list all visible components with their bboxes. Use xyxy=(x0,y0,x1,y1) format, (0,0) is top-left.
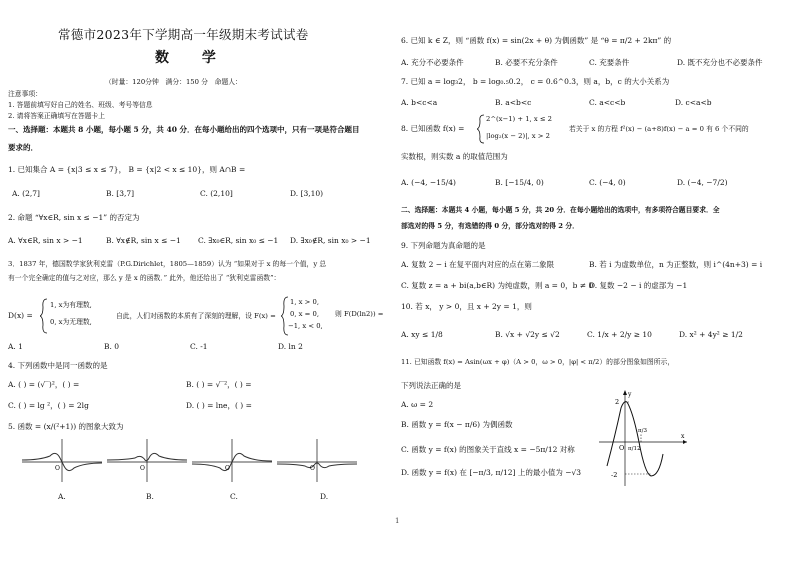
q10-stem: 10. 若 x， y > 0，且 x + 2y = 1，则 xyxy=(401,302,532,311)
q8-post: 若关于 x 的方程 f²(x) − (a+8)f(x) − a = 0 有 6 个不同的 xyxy=(569,125,749,133)
q2-option-b: B. ∀x∉R, sin x ≤ −1 xyxy=(106,236,181,245)
q5-option-c: C. xyxy=(230,492,238,501)
q1-option-c: C. (2,10] xyxy=(200,189,233,198)
q5-graph-b xyxy=(105,436,189,484)
q10-option-b: B. √x + √2y ≤ √2 xyxy=(495,330,560,339)
subject-title: 数 学 xyxy=(155,50,230,66)
q11-option-d: D. 函数 y = f(x) 在 [−π/3, π/12] 上的最小值为 −√3 xyxy=(401,468,582,477)
graph-label-ymax: 2 xyxy=(615,398,620,406)
q2-option-a: A. ∀x∈R, sin x > −1 xyxy=(8,236,83,245)
svg-text:O: O xyxy=(310,465,315,472)
note-item: 1. 答题前填写好自己的姓名、班级、考号等信息 xyxy=(8,101,153,109)
q3-tail: 则 F(D(ln2)) = xyxy=(335,310,384,318)
graph-label-xaxis: x xyxy=(681,433,685,440)
q5-graph-a xyxy=(20,436,104,484)
note-item: 2. 请将答案正确填写在答题卡上 xyxy=(8,112,106,120)
svg-text:O: O xyxy=(55,465,60,472)
q7-option-b: B. a<b<c xyxy=(495,98,532,107)
q9-option-c: C. 复数 z = a + bi(a,b∈R) 为纯虚数，则 a = 0，b ≠ 0 xyxy=(401,281,594,290)
q3-option-c: C. -1 xyxy=(190,342,208,351)
left-brace-icon xyxy=(477,114,485,144)
q4-option-d: D. ( ) = lne，( ) = xyxy=(186,401,252,410)
graph-label-x2: π/3 xyxy=(638,428,647,434)
q1-option-a: A. (2,7] xyxy=(12,189,40,198)
q7-option-d: D. c<a<b xyxy=(675,98,712,107)
q3-option-a: A. 1 xyxy=(8,342,23,351)
q8-case2: |log₂(x − 2)|, x > 2 xyxy=(486,132,550,140)
q6-option-d: D. 既不充分也不必要条件 xyxy=(677,58,763,67)
exam-title: 常德市2023年下学期高一年级期末考试试卷 xyxy=(58,27,309,42)
q1-stem: 1. 已知集合 A = {x|3 ≤ x ≤ 7}， B = {x|2 < x ≤ 10}，则 A∩B = xyxy=(8,165,246,174)
q7-stem: 7. 已知 a = log₃2， b = log₀.₅0.2， c = 0.6^0.3，则 a，b，c 的大小关系为 xyxy=(401,77,670,86)
q9-stem: 9. 下列命题为真命题的是 xyxy=(401,241,486,250)
exam-meta: （时量：120分钟 满分：150 分 命题人： xyxy=(105,78,242,86)
q3-mid-text: 自此，人们对函数的本质有了深刻的理解，设 F(x) = xyxy=(116,312,276,320)
q3-option-b: B. 0 xyxy=(104,342,120,351)
graph-label-x1: π/12 xyxy=(628,446,641,452)
notes-heading: 注意事项： xyxy=(8,90,42,98)
svg-text:O: O xyxy=(140,465,145,472)
q6-option-b: B. 必要不充分条件 xyxy=(495,58,558,67)
section1-heading: 一、选择题：本题共 8 小题，每小题 5 分，共 40 分．在每小题给出的四个选项中，只有一项是符合题目 xyxy=(8,125,360,134)
q8-option-a: A. (−4, −15/4) xyxy=(401,178,456,187)
q4-option-a: A. ( ) = (√‾)²，( ) = xyxy=(8,380,80,389)
q3-f-case1: 1, x > 0, xyxy=(290,298,319,306)
q6-option-c: C. 充要条件 xyxy=(589,58,630,67)
q4-stem: 4. 下列函数中是同一函数的是 xyxy=(8,361,108,370)
q7-option-c: C. a<c<b xyxy=(589,98,626,107)
q1-option-b: B. [3,7] xyxy=(106,189,135,198)
q11-option-b: B. 函数 y = f(x − π/6) 为偶函数 xyxy=(401,420,513,429)
q8-pre: 8. 已知函数 f(x) = xyxy=(401,124,465,133)
q3-dirichlet-label: D(x) = xyxy=(8,311,33,320)
q5-graph-c xyxy=(190,436,274,484)
q3-option-d: D. ln 2 xyxy=(278,342,303,351)
q5-option-a: A. xyxy=(58,492,66,501)
section2-heading-cont: 部选对的得 5 分，有选错的得 0 分，部分选对的得 2 分． xyxy=(401,222,579,230)
graph-label-yaxis: y xyxy=(628,391,632,398)
q11-stem: 11. 已知函数 f(x) = Asin(ωx + φ)（A > 0，ω > 0，|φ| < π/2）的部分图象如图所示， xyxy=(401,358,675,366)
section1-heading-cont: 要求的． xyxy=(8,143,38,152)
q8-option-d: D. (−4, −7/2) xyxy=(677,178,728,187)
q9-option-a: A. 复数 2 − i 在复平面内对应的点在第二象限 xyxy=(401,260,555,269)
q11-option-c: C. 函数 y = f(x) 的图象关于直线 x = −5π/12 对称 xyxy=(401,445,575,454)
q2-option-d: D. ∃x₀∉R, sin x₀ > −1 xyxy=(290,236,371,245)
q9-option-d: D. 复数 −2 − i 的虚部为 −1 xyxy=(589,281,688,290)
q2-stem: 2. 命题 “∀x∈R, sin x ≤ −1” 的否定为 xyxy=(8,213,140,222)
q2-option-c: C. ∃x₀∈R, sin x₀ ≤ −1 xyxy=(198,236,279,245)
q3-f-case2: 0, x = 0, xyxy=(290,310,319,318)
q8-line2: 实数根，则实数 a 的取值范围为 xyxy=(401,152,508,161)
q8-option-b: B. [−15/4, 0) xyxy=(495,178,544,187)
q5-option-b: B. xyxy=(146,492,154,501)
q3-dirichlet-case2: 0, x为无理数, xyxy=(50,318,92,326)
q10-option-c: C. 1/x + 2/y ≥ 10 xyxy=(587,330,652,339)
q6-option-a: A. 充分不必要条件 xyxy=(401,58,464,67)
q11-line2: 下列说法正确的是 xyxy=(401,381,461,390)
q11-sine-graph xyxy=(597,388,689,488)
q3-line2: 有一个完全确定的值与之对应，那么 y 是 x 的函数．” 此外，他还给出了 “狄利克雷函数”： xyxy=(8,274,281,282)
q4-option-b: B. ( ) = √‾²，( ) = xyxy=(186,380,252,389)
q3-dirichlet-case1: 1, x为有理数, xyxy=(50,301,92,309)
q1-option-d: D. [3,10) xyxy=(290,189,324,198)
svg-text:O: O xyxy=(225,465,230,472)
page-number: 1 xyxy=(395,517,400,525)
q5-graph-d xyxy=(275,436,359,484)
q9-option-b: B. 若 i 为虚数单位，n 为正整数，则 i^(4n+3) = i xyxy=(589,260,763,269)
q8-case1: 2^(x−1) + 1, x ≤ 2 xyxy=(486,115,553,123)
q10-option-d: D. x² + 4y² ≥ 1/2 xyxy=(679,330,743,339)
section2-heading: 二、选择题：本题共 4 小题，每小题 5 分，共 20 分．在每小题给出的选项中，有多项符合题目要求．全 xyxy=(401,206,720,214)
q6-stem: 6. 已知 k ∈ Z，则 “函数 f(x) = sin(2x + θ) 为偶函数” 是 “θ = π/2 + 2kπ” 的 xyxy=(401,36,672,45)
q5-stem: 5. 函数 = (x/(²+1)) 的图象大致为 xyxy=(8,422,124,431)
q10-option-a: A. xy ≤ 1/8 xyxy=(401,330,443,339)
graph-label-origin: O xyxy=(619,444,625,452)
q3-f-case3: −1, x < 0, xyxy=(288,322,323,330)
q3-line1: 3．1837 年，德国数学家狄利克雷（P.G.Dirichlet，1805—1859）认为 “如果对于 x 的每一个值，y 总 xyxy=(8,260,327,268)
q11-option-a: A. ω = 2 xyxy=(401,400,434,409)
q7-option-a: A. b<c<a xyxy=(401,98,438,107)
q5-option-d: D. xyxy=(320,492,329,501)
q4-option-c: C. ( ) = lg ²，( ) = 2lg xyxy=(8,401,89,410)
left-brace-icon xyxy=(40,298,48,334)
graph-label-ymin: -2 xyxy=(611,471,618,479)
q8-option-c: C. (−4, 0) xyxy=(589,178,626,187)
